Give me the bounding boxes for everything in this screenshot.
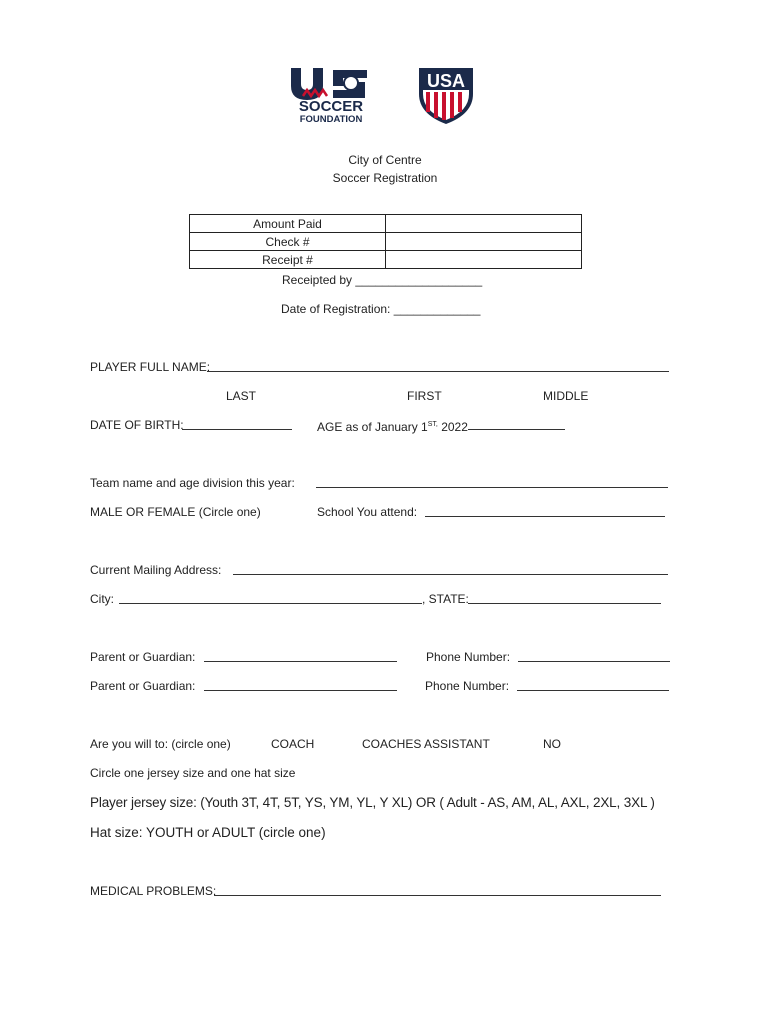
jersey-size-options[interactable]: Player jersey size: (Youth 3T, 4T, 5T, YS, YM, YL, Y XL) OR ( Adult - AS, AM, AL, AXL, 2XL, 3XL ) bbox=[90, 795, 655, 810]
first-name-caption: FIRST bbox=[407, 389, 442, 403]
school-label: School You attend: bbox=[317, 505, 418, 519]
receipted-by-line[interactable]: Receipted by ___________________ bbox=[282, 273, 483, 287]
usa-crest-logo bbox=[417, 66, 475, 126]
date-of-registration-line[interactable]: Date of Registration: _____________ bbox=[281, 302, 481, 316]
svg-text:SOCCER: SOCCER bbox=[298, 98, 364, 115]
size-instruction: Circle one jersey size and one hat size bbox=[90, 766, 296, 780]
guardian-2-label: Parent or Guardian: bbox=[90, 679, 196, 693]
form-title: Soccer Registration bbox=[332, 171, 438, 185]
date-of-birth-field[interactable] bbox=[182, 418, 292, 430]
team-division-field[interactable] bbox=[316, 476, 668, 488]
date-of-birth-label: DATE OF BIRTH: bbox=[90, 418, 184, 432]
amount-paid-label: Amount Paid bbox=[190, 215, 386, 233]
guardian-1-label: Parent or Guardian: bbox=[90, 650, 196, 664]
phone-2-label: Phone Number: bbox=[425, 679, 510, 693]
receipt-number-label: Receipt # bbox=[190, 251, 386, 269]
check-number-field[interactable] bbox=[386, 233, 582, 251]
hat-size-options[interactable]: Hat size: YOUTH or ADULT (circle one) bbox=[90, 825, 326, 840]
city-field[interactable] bbox=[119, 592, 422, 604]
phone-1-field[interactable] bbox=[518, 650, 670, 662]
player-full-name-field[interactable] bbox=[207, 360, 669, 372]
option-coach[interactable]: COACH bbox=[271, 737, 315, 751]
city-label: City: bbox=[90, 592, 114, 606]
svg-text:USA: USA bbox=[426, 71, 466, 91]
city-title: City of Centre bbox=[348, 153, 422, 167]
state-field[interactable] bbox=[468, 592, 661, 604]
phone-2-field[interactable] bbox=[517, 679, 669, 691]
medical-problems-field[interactable] bbox=[214, 884, 661, 896]
mailing-address-field[interactable] bbox=[233, 563, 668, 575]
receipt-number-field[interactable] bbox=[386, 251, 582, 269]
mailing-address-label: Current Mailing Address: bbox=[90, 563, 222, 577]
guardian-1-field[interactable] bbox=[204, 650, 397, 662]
option-coaches-assistant[interactable]: COACHES ASSISTANT bbox=[362, 737, 490, 751]
gender-label[interactable]: MALE OR FEMALE (Circle one) bbox=[90, 505, 261, 519]
player-full-name-label: PLAYER FULL NAME: bbox=[90, 360, 211, 374]
medical-problems-label: MEDICAL PROBLEMS: bbox=[90, 884, 217, 898]
table-row bbox=[190, 215, 582, 233]
check-number-label: Check # bbox=[190, 233, 386, 251]
middle-name-caption: MIDDLE bbox=[543, 389, 589, 403]
volunteer-question: Are you will to: (circle one) bbox=[90, 737, 231, 751]
phone-1-label: Phone Number: bbox=[426, 650, 511, 664]
age-field[interactable] bbox=[468, 418, 565, 430]
form-header bbox=[0, 151, 770, 187]
state-label: , STATE: bbox=[422, 592, 469, 606]
amount-paid-field[interactable] bbox=[386, 215, 582, 233]
school-field[interactable] bbox=[425, 505, 665, 517]
option-no[interactable]: NO bbox=[543, 737, 561, 751]
age-label: AGE as of January $1^{ST,}$ 2022 bbox=[317, 420, 468, 434]
svg-text:FOUNDATION: FOUNDATION bbox=[299, 114, 363, 124]
last-name-caption: LAST bbox=[226, 389, 257, 403]
table-row bbox=[190, 233, 582, 251]
us-soccer-foundation-logo bbox=[289, 66, 373, 124]
table-row bbox=[190, 251, 582, 269]
team-division-label: Team name and age division this year: bbox=[90, 476, 295, 490]
guardian-2-field[interactable] bbox=[204, 679, 397, 691]
payment-table bbox=[189, 214, 582, 269]
